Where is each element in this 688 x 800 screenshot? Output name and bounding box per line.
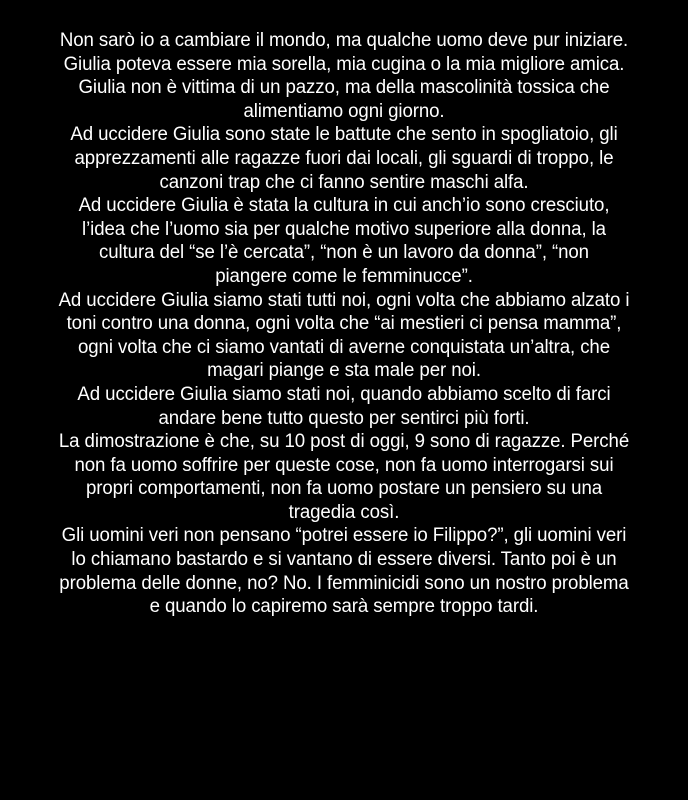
story-line: Ad uccidere Giulia siamo stati tutti noi, ogni volta che abbiamo alzato i — [58, 289, 630, 311]
story-line: La dimostrazione è che, su 10 post di oggi, 9 sono di ragazze. Perché — [58, 431, 630, 453]
story-text-block — [0, 29, 688, 619]
story-line: Gli uomini veri non pensano “potrei essere io Filippo?”, gli uomini veri — [61, 525, 627, 547]
story-line: Non sarò io a cambiare il mondo, ma qualche uomo deve pur iniziare. — [59, 30, 629, 51]
story-line: toni contro una donna, ogni volta che “ai mestieri ci pensa mamma”, — [66, 313, 622, 335]
story-line: apprezzamenti alle ragazze fuori dai locali, gli sguardi di troppo, le — [74, 147, 614, 169]
story-line: lo chiamano bastardo e si vantano di essere diversi. Tanto poi è un — [71, 549, 617, 571]
story-line: non fa uomo soffrire per queste cose, non fa uomo interrogarsi sui — [74, 454, 614, 476]
story-line: Ad uccidere Giulia siamo stati noi, quando abbiamo scelto di farci — [77, 383, 611, 405]
story-line: canzoni trap che ci fanno sentire maschi alfa. — [159, 171, 529, 193]
story-line: cultura del “se l’è cercata”, “non è un lavoro da donna”, “non — [99, 242, 589, 264]
story-line: propri comportamenti, non fa uomo postare un pensiero su una — [85, 478, 603, 500]
story-line: Ad uccidere Giulia sono state le battute che sento in spogliatoio, gli — [70, 124, 618, 146]
story-line: piangere come le femminucce”. — [215, 265, 473, 287]
story-line: Giulia poteva essere mia sorella, mia cugina o la mia migliore amica. — [63, 53, 625, 75]
story-line: andare bene tutto questo per sentirci più forti. — [158, 407, 530, 429]
story-line: e quando lo capiremo sarà sempre troppo tardi. — [149, 596, 539, 618]
story-line: magari piange e sta male per noi. — [207, 360, 481, 382]
story-line: Ad uccidere Giulia è stata la cultura in cui anch’io sono cresciuto, — [78, 195, 610, 217]
story-line: alimentiamo ogni giorno. — [243, 100, 445, 122]
story-line: l’idea che l’uomo sia per qualche motivo superiore alla donna, la — [82, 218, 606, 240]
story-line: tragedia così. — [288, 501, 400, 523]
story-line: ogni volta che ci siamo vantati di averne conquistata un’altra, che — [77, 336, 610, 358]
story-line: Giulia non è vittima di un pazzo, ma della mascolinità tossica che — [78, 77, 610, 99]
story-line: problema delle donne, no? No. I femminicidi sono un nostro problema — [59, 572, 629, 594]
